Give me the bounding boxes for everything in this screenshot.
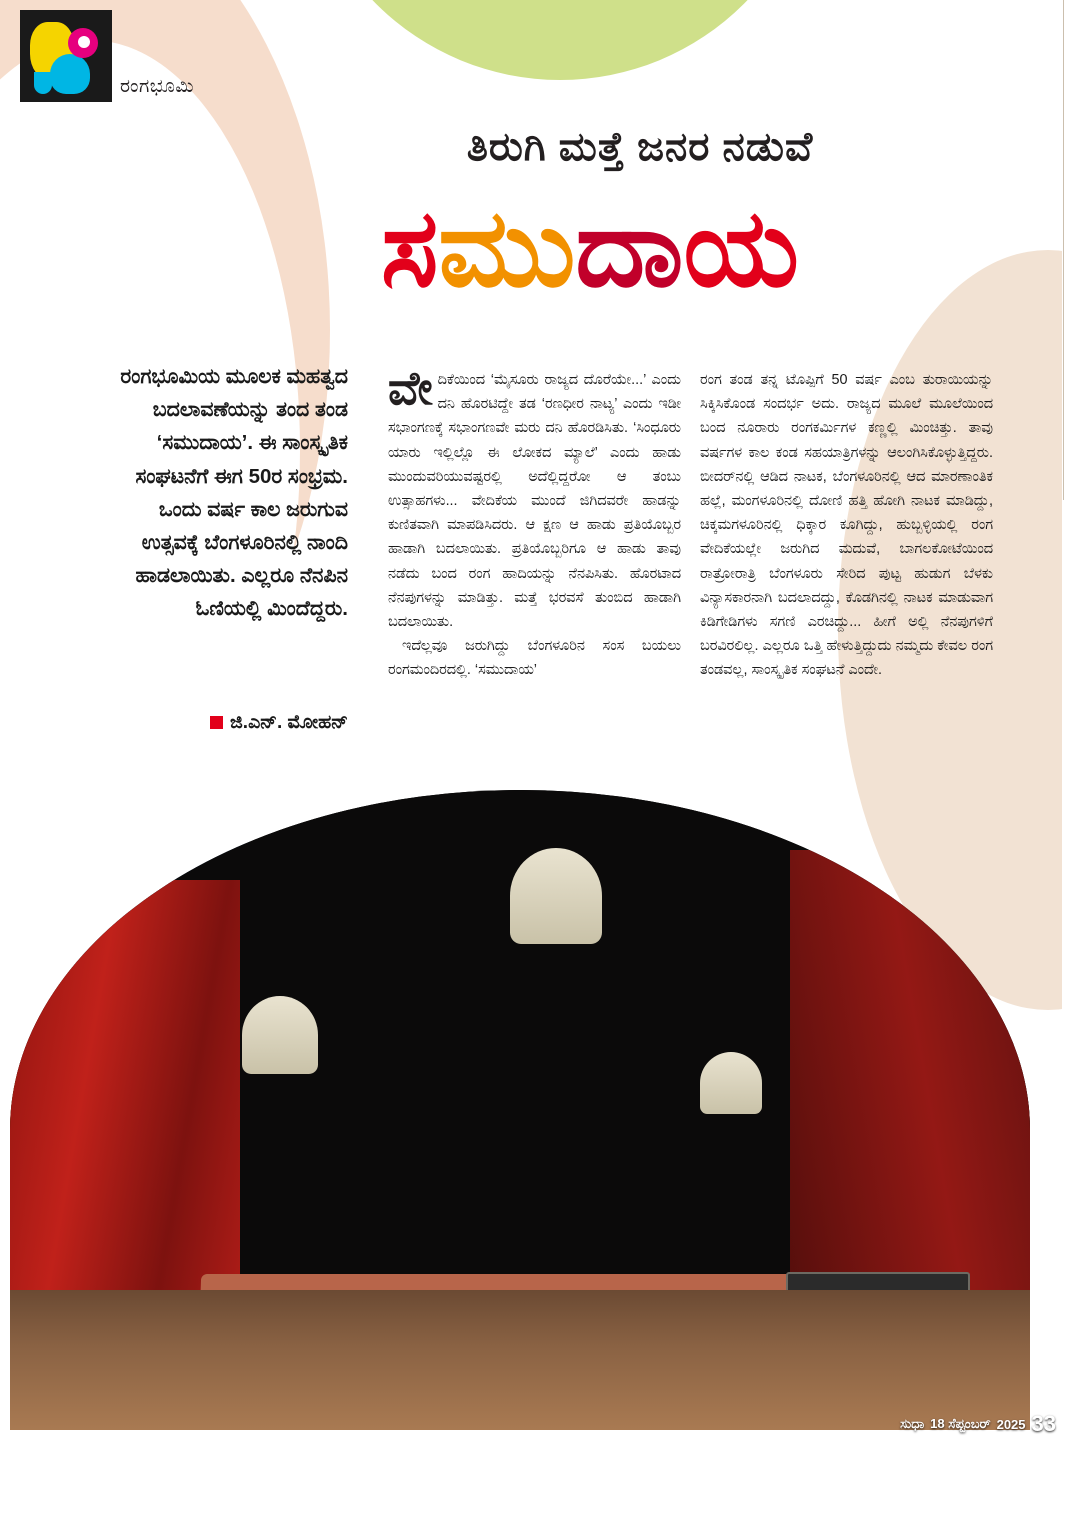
page-right-margin [1062,0,1078,1525]
headline-part-4: ಯ [683,187,799,308]
performer-right-crown [700,1052,762,1114]
byline-author: ಜಿ.ಎನ್. ಮೋಹನ್ [230,712,348,733]
body-paragraph: ರಂಗ ತಂಡ ತನ್ನ ಟೊಪ್ಪಿಗೆ 50 ವರ್ಷ ಎಂಬ ತುರಾಯಿಯನ್ನು ಸಿಕ್ಕಿಸಿಕೊಂಡ ಸಂದರ್ಭ ಅದು. ರಾಜ್ಯದ ಮೂಲೆ ಮೂಲೆಯಿಂದ ಬಂದ ನೂರಾರು ರಂಗಕರ್ಮಿಗಳ ಕಣ್ಣಲ್ಲಿ ಮಿಂಚಿತ್ತು. ತಾವು ವರ್ಷಗಳ ಕಾಲ ಕಂಡ ಸಹಯಾತ್ರಿಗಳನ್ನು ಆಲಂಗಿಸಿಕೊಳ್ಳುತ್ತಿದ್ದರು. ಬೀದರ್‌ನಲ್ಲಿ ಆಡಿದ ನಾಟಕ, ಬೆಂಗಳೂರಿನಲ್ಲಿ ಆದ ಮಾರಣಾಂತಿಕ ಹಲ್ಲೆ, ಮಂಗಳೂರಿನಲ್ಲಿ ದೋಣಿ ಹತ್ತಿ ಹೋಗಿ ನಾಟಕ ಮಾಡಿದ್ದು, ಚಿಕ್ಕಮಗಳೂರಿನಲ್ಲಿ ಧಿಕ್ಕಾರ ಕೂಗಿದ್ದು, ಹುಬ್ಬಳ್ಳಿಯಲ್ಲಿ ರಂಗ ವೇದಿಕೆಯಲ್ಲೇ ಜರುಗಿದ ಮದುವೆ, ಬಾಗಲಕೋಟೆಯಿಂದ ರಾತ್ರೋರಾತ್ರಿ ಬೆಂಗಳೂರು ಸೇರಿದ ಪುಟ್ಟ ಹುಡುಗ ಬೆಳಕು ವಿನ್ಯಾಸಕಾರನಾಗಿ ಬದಲಾದದ್ದು, ಕೊಡಗಿನಲ್ಲಿ ನಾಟಕ ಮಾಡುವಾಗ ಕಿಡಿಗೇಡಿಗಳು ಸಗಣಿ ಎರಚಿದ್ದು... ಹೀಗೆ ಅಲ್ಲಿ ನೆನಪುಗಳಿಗೆ ಬರವಿರಲಿಲ್ಲ. ಎಲ್ಲರೂ ಒತ್ತಿ ಹೇಳುತ್ತಿದ್ದುದು ನಮ್ಮದು ಕೇವಲ ರಂಗ ತಂಡವಲ್ಲ, ಸಾಂಸ್ಕೃತಿಕ ಸಂಘಟನೆ ಎಂದೇ. [700,372,993,679]
masthead [20,10,194,102]
byline-square-icon [210,716,223,729]
article-photo [10,790,1030,1430]
dropcap: ವೇ [388,362,433,414]
vertical-rule [1063,0,1064,500]
headline-part-2: ಮು [438,187,576,308]
logo-dot-shape [78,36,90,48]
headline-kicker: ತಿರುಗಿ ಮತ್ತೆ ಜನರ ನಡುವೆ [466,125,814,169]
body-column-middle [388,362,681,682]
logo-cyan-shape [50,54,90,94]
red-curtain-right [790,850,1030,1320]
section-label: ರಂಗಭೂಮಿ [120,76,195,97]
folio-page-number: 33 [1031,1411,1056,1436]
body-column-right [700,368,993,682]
byline [120,712,348,734]
folio-year: 2025 [996,1416,1026,1432]
body-paragraph [388,362,681,634]
body-paragraph: ಇದೆಲ್ಲವೂ ಜರುಗಿದ್ದು ಬೆಂಗಳೂರಿನ ಸಂಸ ಬಯಲು ರಂಗಮಂದಿರದಲ್ಲಿ. ‘ಸಮುದಾಯ’ [388,638,681,679]
folio-date: 18 ಸೆಪ್ಟಂಬರ್ [930,1416,991,1431]
green-blob-shape [300,0,820,80]
body-paragraph-text: ದಿಕೆಯಿಂದ ‘ಮೈಸೂರು ರಾಜ್ಯದ ದೊರೆಯೇ...’ ಎಂದು ದನಿ ಹೊರಟಿದ್ದೇ ತಡ ‘ರಣಧೀರ ನಾಟ್ಯ’ ಎಂದು ಇಡೀ ಸಭಾಂಗಣಕ್ಕೆ ಸಭಾಂಗಣವೇ ಮರು ದನಿ ಹೊರಡಿಸಿತು. ‘ಸಿಂಧೂರು ಯಾರು ಇಲ್ಲಿಲ್ಲೊ ಈ ಲೋಕದ ಮ್ಯಾಲೆ’ ಎಂದು ಹಾಡು ಮುಂದುವರಿಯುವಷ್ಟರಲ್ಲಿ ಅದೆಲ್ಲಿದ್ದರೋ ಆ ತಂಬು ಉತ್ಸಾಹಗಳು... ವೇದಿಕೆಯ ಮುಂದೆ ಜಿಗಿದವರೇ ಹಾಡನ್ನು ಕುಣಿತವಾಗಿ ಮಾಪಡಿಸಿದರು. ಆ ಕ್ಷಣ ಆ ಹಾಡು ಪ್ರತಿಯೊಬ್ಬರ ಹಾಡಾಗಿ ಬದಲಾಯಿತು. ಪ್ರತಿಯೊಬ್ಬರಿಗೂ ಆ ಹಾಡು ತಾವು ನಡೆದು ಬಂದ ರಂಗ ಹಾದಿಯನ್ನು ನೆನಪಿಸಿತು. ಹೊರಟಾದ ನೆನಪುಗಳನ್ನು ಮಾಡಿತ್ತು. ಮತ್ತೆ ಭರವಸೆ ತುಂಬಿದ ಹಾಡಾಗಿ ಬದಲಾಯಿತು. [388,372,681,630]
standfirst-text: ರಂಗಭೂಮಿಯ ಮೂಲಕ ಮಹತ್ವದ ಬದಲಾವಣೆಯನ್ನು ತಂದ ತಂಡ ‘ಸಮುದಾಯ’. ಈ ಸಾಂಸ್ಕೃತಿಕ ಸಂಘಟನೆಗೆ ಈಗ 50ರ ಸಂಭ್ರಮ. ಒಂದು ವರ್ಷ ಕಾಲ ಜರುಗುವ ಉತ್ಸವಕ್ಕೆ ಬೆಂಗಳೂರಿನಲ್ಲಿ ನಾಂದಿ ಹಾಡಲಾಯಿತು. ಎಲ್ಲರೂ ನೆನಪಿನ ಓಣಿಯಲ್ಲಿ ಮಿಂದೆದ್ದರು. [120,365,348,621]
performer-center-crown [510,848,602,944]
page-folio [900,1411,1056,1437]
performer-left-crown [242,996,318,1074]
stage-floor [10,1290,1030,1430]
headline-part-3: ದಾ [575,187,684,308]
headline-part-1: ಸ [381,187,439,308]
page-title [140,187,1040,308]
magazine-logo-icon [20,10,112,102]
folio-magazine: ಸುಧಾ [900,1416,925,1431]
